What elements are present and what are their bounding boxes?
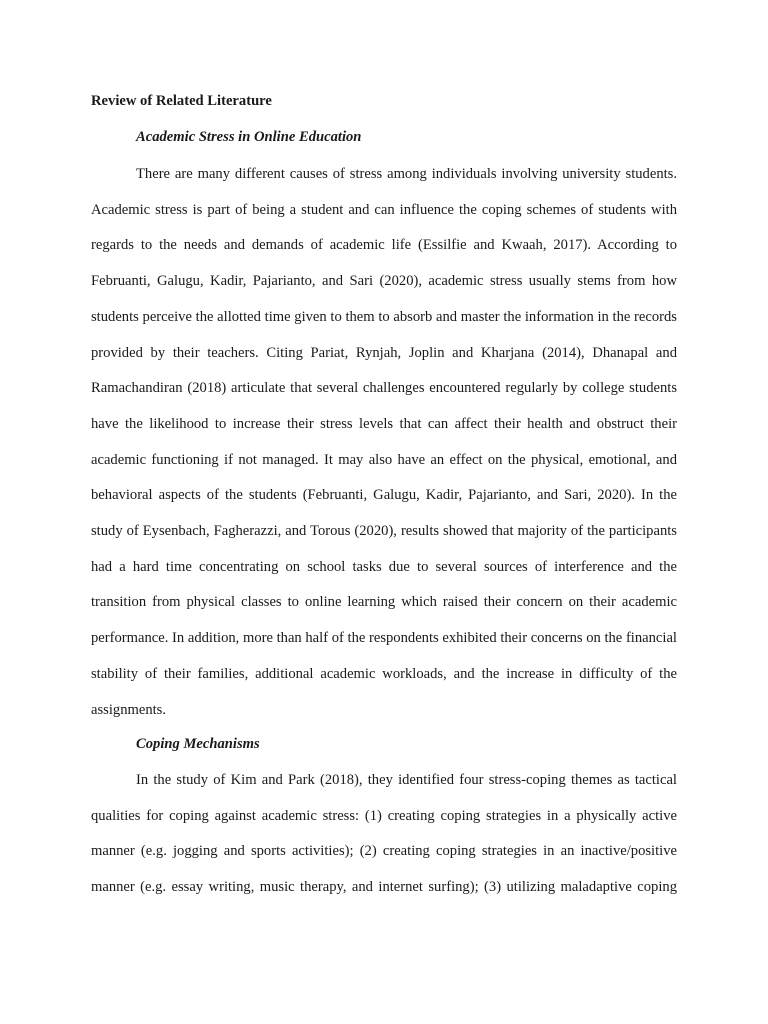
paragraph-coping-mechanisms: In the study of Kim and Park (2018), they identified four stress-coping themes as tactical qualities for coping against academic stress: (1) creating coping strategies in a physically active manner (e.g. jogging and sports activities); (2) creating coping strategies in an inactive/positive manner (e.g. essay writing, music therapy, and internet surfing); (3) utilizing maladaptive coping	[91, 772, 677, 896]
paragraph-academic-stress: There are many different causes of stress among individuals involving university students. Academic stress is part of being a student and can influence the coping schemes of students with regards to the needs and demands of academic life (Essilfie and Kwaah, 2017). According to Februanti, Galugu, Kadir, Pajarianto, and Sari (2020), academic stress usually stems from how students perceive the allotted time given to them to absorb and master the information in the records provided by their teachers. Citing Pariat, Rynjah, Joplin and Kharjana (2014), Dhanapal and Ramachandiran (2018) articulate that several challenges encountered regularly by college students have the likelihood to increase their stress levels that can affect their health and obstruct their academic functioning if not managed. It may also have an effect on the physical, emotional, and behavioral aspects of the students (Februanti, Galugu, Kadir, Pajarianto, and Sari, 2020). In the study of Eysenbach, Fagherazzi, and Torous (2020), results showed that majority of the participants had a hard time concentrating on school tasks due to several sources of interference and the transition from physical classes to online learning which raised their concern on their academic performance. In addition, more than half of the respondents exhibited their concerns on the financial stability of their families, additional academic workloads, and the increase in difficulty of the assignments.	[91, 166, 677, 718]
subheading-academic-stress: Academic Stress in Online Education	[136, 129, 362, 145]
section-heading: Review of Related Literature	[91, 93, 272, 109]
subheading-coping-mechanisms: Coping Mechanisms	[136, 736, 260, 752]
